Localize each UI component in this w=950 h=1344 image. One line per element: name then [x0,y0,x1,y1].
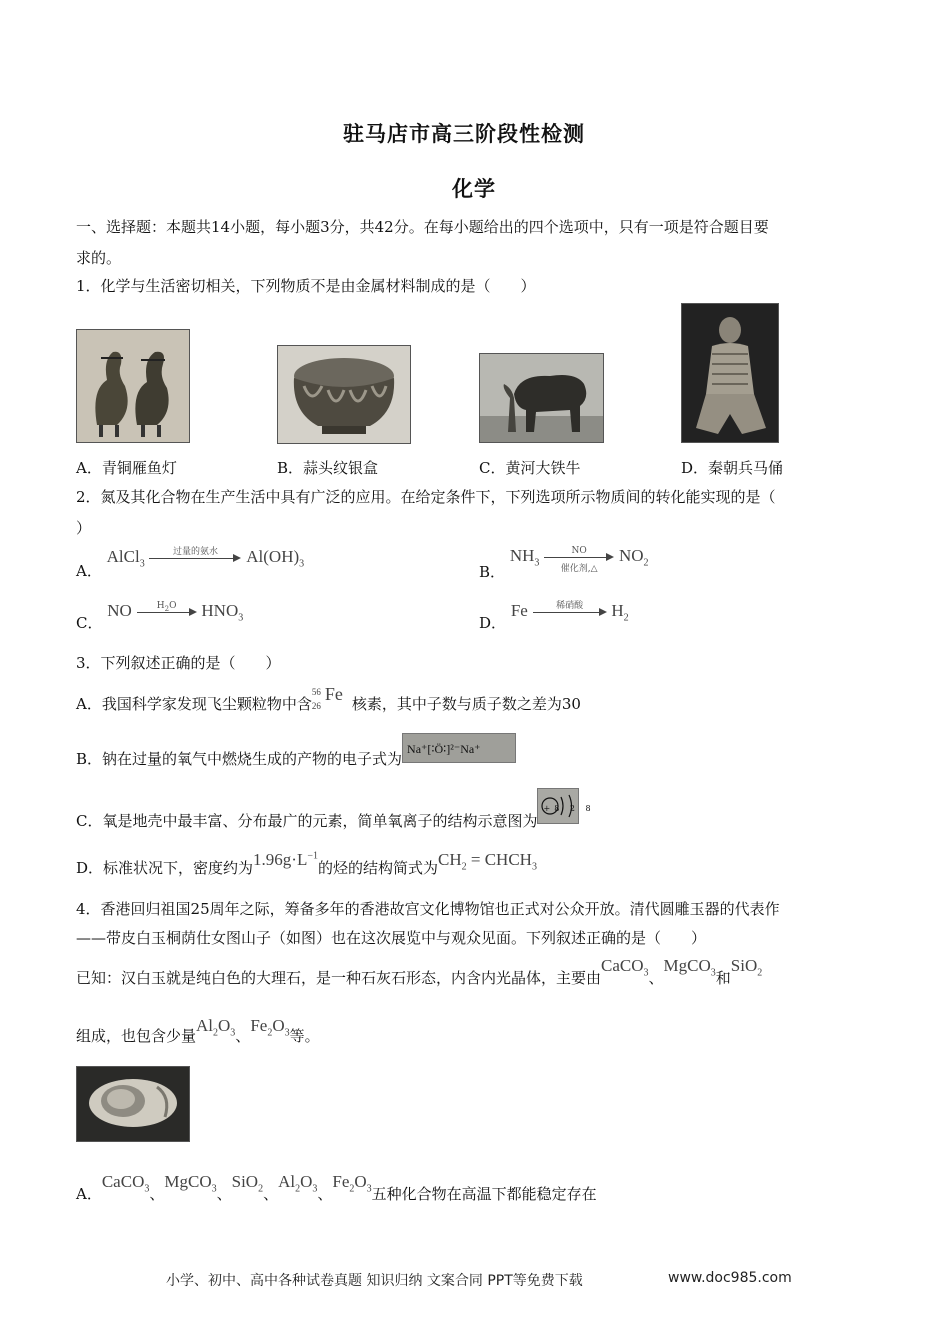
q3-b-formula-text: Na⁺[∶Ö∶]²⁻Na⁺ [407,742,481,756]
q2-option-b-label: B． [479,563,506,581]
q3-stem: 3．下列叙述正确的是（ ） [76,654,281,672]
q2-c-condition-sub: 2 [164,604,170,613]
q2-b-reactant: NH [509,546,535,565]
q2-option-c-label: C． [76,614,103,632]
q2-c-condition: H [156,601,165,611]
q3-a-nuclide [312,682,352,712]
q4-known-line-1: 已知：汉白玉就是纯白色的大理石，是一种石灰石形态，内含内光晶体，主要由CaCO$_3$、MgCO$_3$和SiO$_2$ [76,956,763,987]
q2-stem-line-1: 2．氮及其化合物在生产生活中具有广泛的应用。在给定条件下，下列选项所示物质间的转化能实现的是（ [76,488,776,506]
page-title: 驻马店市高三阶段性检测 [343,122,585,146]
q2-a-condition: 过量的氨水 [172,547,218,557]
q2-d-product-sub: 2 [623,612,629,624]
q3-d-formula-sub: 2 [461,861,467,873]
q3-option-d [76,846,537,876]
q2-d-condition: 稀硝酸 [556,601,584,611]
iron-ox-image [479,353,604,443]
q2-a-product: Al(OH) [246,547,300,566]
q2-a-arrow [149,548,241,568]
q4-known-and: 和 [715,969,731,987]
q2-b-product: NO [618,546,644,565]
q3-a-text-post: 核素，其中子数与质子数之差为30 [351,695,581,713]
q4-known-line-2: 组成，也包含少量$Al_2O_3$、$Fe_2O_3$等。 [76,1016,320,1045]
section-intro-line-1: 一、选择题：本题共14小题，每小题3分，共42分。在每小题给出的四个选项中，只有一项是符合题目要 [76,218,769,236]
q1-stem: 1．化学与生活密切相关，下列物质不是由金属材料制成的是（ ） [76,277,536,295]
q2-b-reactant-sub: 3 [534,557,540,569]
q2-stem-line-2: ） [76,519,92,537]
q2-b-arrow [544,545,614,574]
oxygen-ion-structure-diagram [537,788,595,824]
bronze-goose-lamp-image [76,329,190,443]
q3-d-text-pre: D．标准状况下，密度约为 [76,858,254,877]
q3-a-element: Fe [324,684,343,704]
q4-a-text: 五种化合物在高温下都能稳定存在 [371,1185,597,1203]
q2-c-reactant: NO [107,601,132,620]
q2-a-product-sub: 3 [299,558,305,570]
q3-d-text-mid: 的烃的结构简式为 [317,858,438,877]
q2-a-reactant-sub: 3 [139,558,145,570]
q2-option-b [479,545,649,581]
q2-c-product: HNO [201,601,239,620]
q2-d-arrow [533,602,607,622]
q2-a-reactant: AlCl [106,547,140,566]
q4-known-text-1: 已知：汉白玉就是纯白色的大理石，是一种石灰石形态，内含内光晶体，主要由 [76,969,602,987]
q4-a-sep-3: 、 [263,1185,279,1203]
q2-c-arrow [137,602,197,622]
silver-box-image [277,345,411,444]
q2-b-product-sub: 2 [643,557,649,569]
q3-c-diagram-text: +8 2 8 [543,804,595,813]
footer-website-link[interactable]: www.doc985.com [668,1270,792,1286]
q3-a-mass-number: 56 [311,687,321,697]
q4-known-sep-1: 、 [648,969,664,987]
q4-a-sep-4: 、 [317,1185,333,1203]
q3-option-c [76,788,595,830]
q2-b-condition-bottom: 催化剂,△ [560,564,598,574]
q4-known-sep-2: 、 [235,1027,251,1045]
q4-option-a: A．CaCO$_3$、MgCO$_3$、SiO$_2$、$Al_2O_3$、$Fe_2O_3$五种化合物在高温下都能稳定存在 [76,1172,597,1203]
q2-c-product-sub: 3 [238,612,244,624]
q2-option-a [76,547,304,583]
q2-d-product: H [611,601,624,620]
q2-c-condition-tail: O [169,601,177,611]
q2-option-d [479,601,629,633]
q1-option-a: A．青铜雁鱼灯 [76,459,177,477]
q1-option-d: D．秦朝兵马俑 [681,459,784,477]
sodium-peroxide-electron-formula-image [402,733,516,763]
section-intro-line-2: 求的。 [76,249,122,267]
white-jade-mountain-image [76,1066,190,1142]
q4-option-a-label: A． [76,1185,102,1203]
q3-d-density: 1.96g·L [253,849,308,869]
terracotta-warrior-image [681,303,779,443]
q1-option-c: C．黄河大铁牛 [479,459,581,477]
q3-d-density-exp: −1 [307,850,318,861]
q4-stem-line-2: ——带皮白玉桐荫仕女图山子（如图）也在这次展览中与观众见面。下列叙述正确的是（ ） [76,929,707,947]
q3-a-atomic-number: 26 [311,701,321,711]
subject-title: 化学 [452,177,496,201]
q3-a-text-pre: A．我国科学家发现飞尘颗粒物中含 [76,695,312,713]
q3-option-a [76,682,581,714]
q4-known-text-2: 组成，也包含少量 [76,1027,197,1045]
footer-promo-text: 小学、初中、高中各种试卷真题 知识归纳 文案合同 PPT等免费下载 [166,1273,583,1289]
q3-d-formula: CH [437,849,462,869]
q3-d-formula-tail: = CHCH [466,849,532,869]
q3-option-b [76,733,516,768]
q2-b-condition-top: NO [571,546,587,556]
q2-option-d-label: D． [479,614,507,632]
q4-stem-line-1: 4．香港回归祖国25周年之际，筹备多年的香港故宫文化博物馆也正式对公众开放。清代圆雕玉器的代表作 [76,900,780,918]
q2-d-reactant: Fe [510,601,528,620]
q4-known-text-3: 等。 [289,1027,320,1045]
q2-option-c [76,601,243,633]
q4-a-sep-2: 、 [216,1185,232,1203]
q3-b-text: B．钠在过量的氧气中燃烧生成的产物的电子式为 [76,750,403,768]
q2-option-a-label: A． [76,562,102,580]
q1-option-b: B．蒜头纹银盒 [277,459,379,477]
q4-a-sep-1: 、 [149,1185,165,1203]
q3-c-text: C．氧是地壳中最丰富、分布最广的元素，简单氧离子的结构示意图为 [76,812,538,830]
q3-d-formula-sub2: 3 [531,861,537,873]
